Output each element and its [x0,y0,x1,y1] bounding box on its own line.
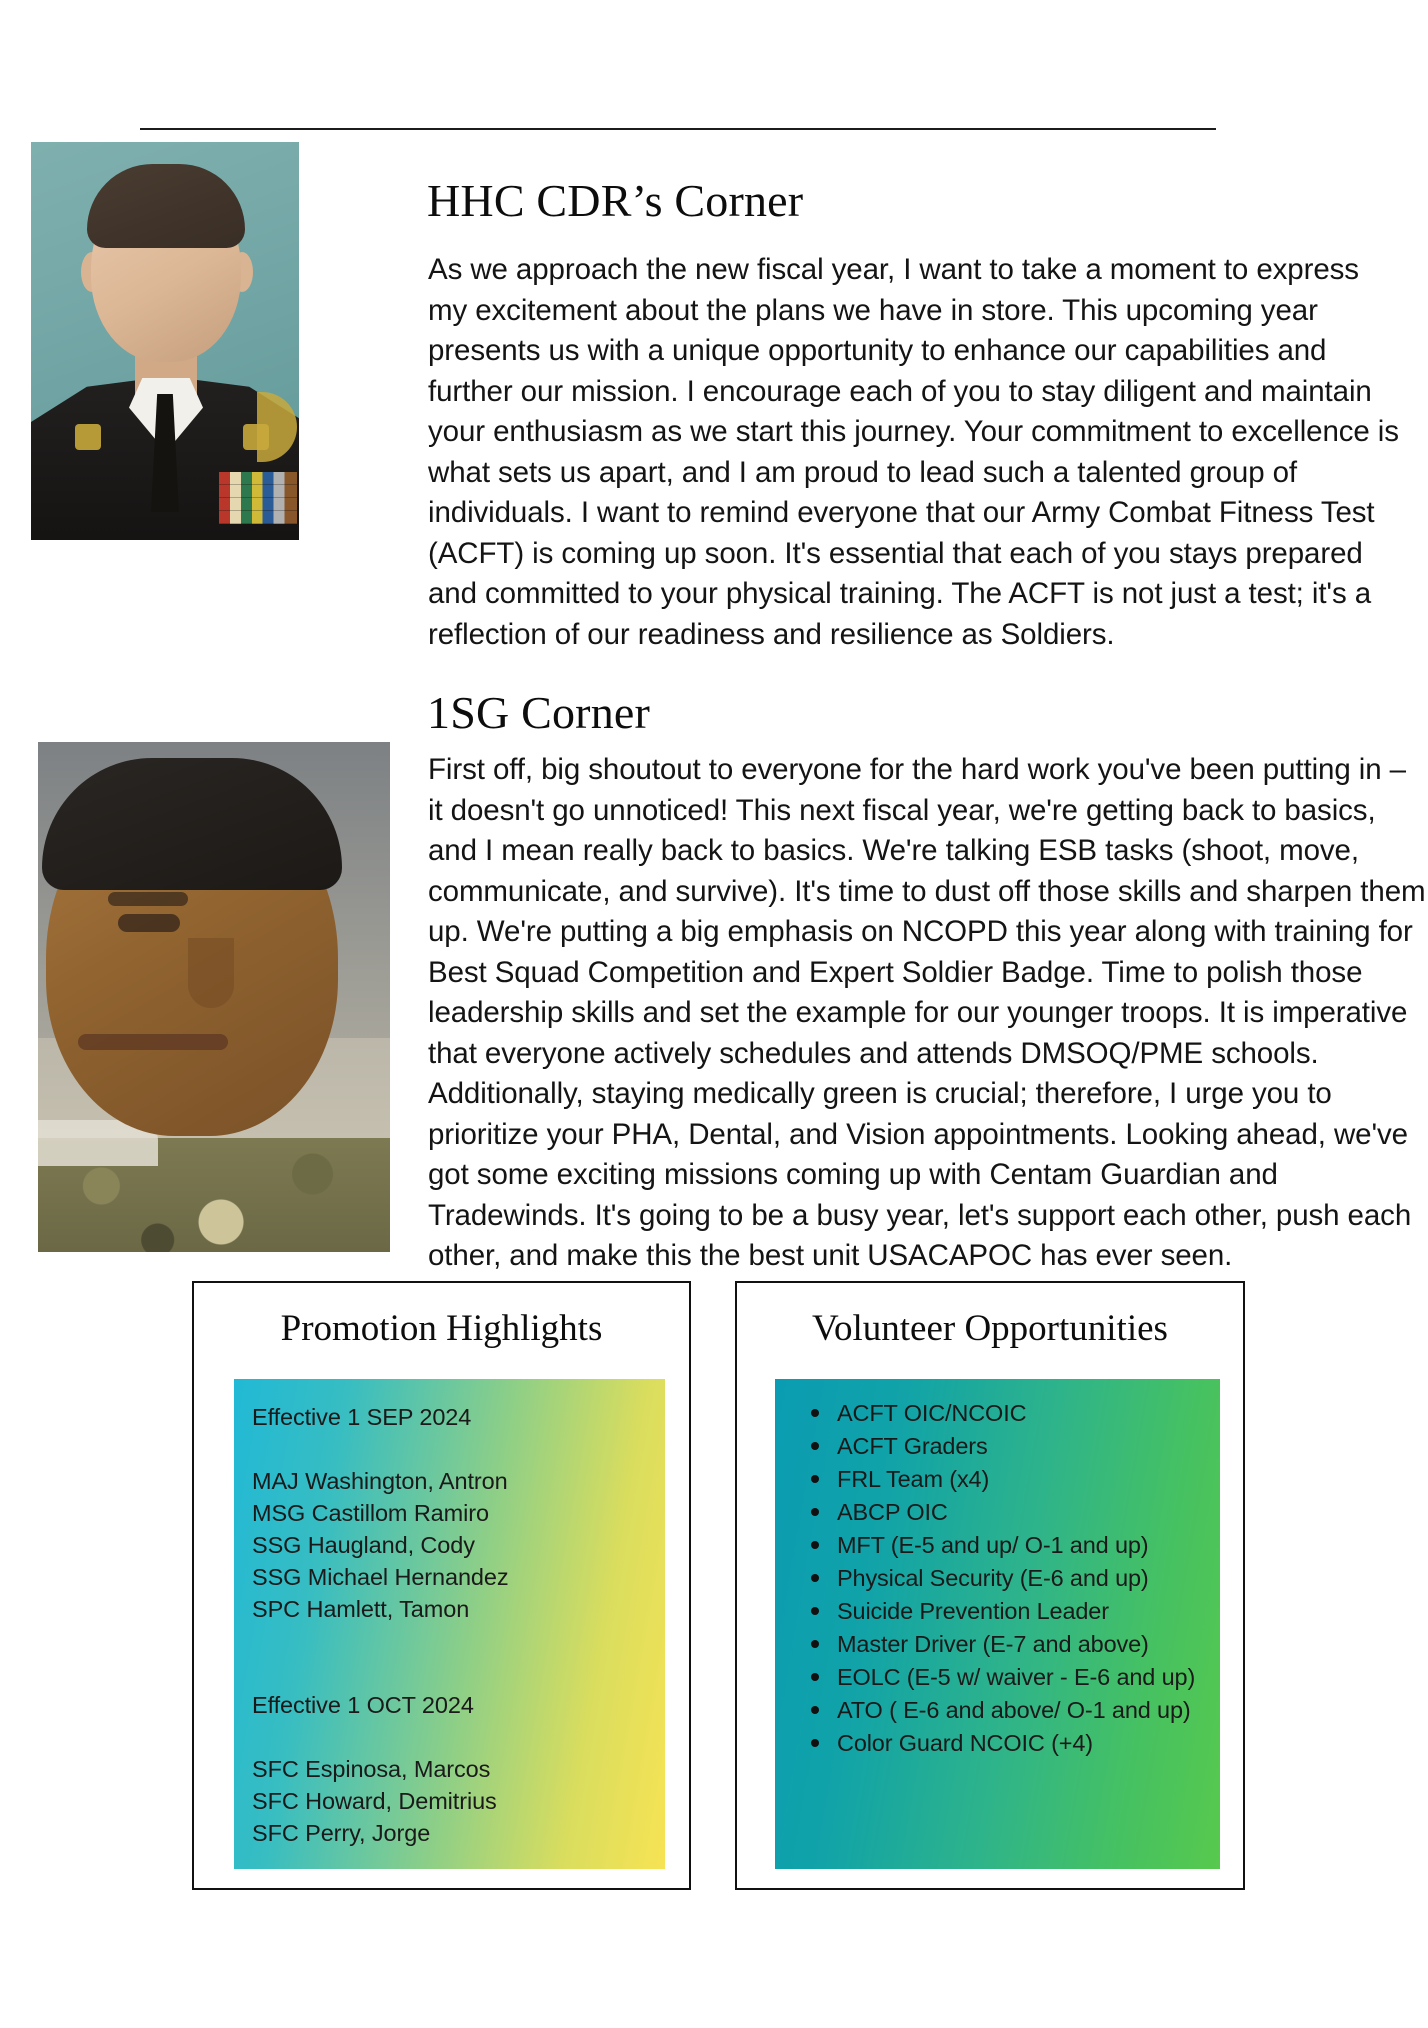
branch-insignia-left [75,424,101,450]
promotion-highlights-content [234,1379,665,1869]
list-item: Color Guard NCOIC (+4) [837,1727,1202,1759]
promotion-highlights-title: Promotion Highlights [280,1308,603,1349]
cdr-section-heading: HHC CDR’s Corner [427,175,804,226]
promotion-name: SFC Perry, Jorge [252,1820,431,1846]
promotion-effective-date: Effective 1 OCT 2024 [252,1692,474,1718]
list-item: ABCP OIC [837,1496,1202,1528]
promotion-highlights-panel [192,1281,691,1890]
volunteer-opportunities-panel [735,1281,1245,1890]
volunteer-opportunities-title: Volunteer Opportunities [812,1308,1168,1349]
list-item: Physical Security (E-6 and up) [837,1562,1202,1594]
promotion-name: SPC Hamlett, Tamon [252,1596,470,1622]
promotion-name: SFC Howard, Demitrius [252,1788,497,1814]
list-item: Master Driver (E-7 and above) [837,1628,1202,1660]
promotion-name: SSG Michael Hernandez [252,1564,509,1590]
eyebrow [108,892,188,906]
list-item: ACFT OIC/NCOIC [837,1397,1202,1429]
spacer [252,1721,665,1753]
promotion-name: SFC Espinosa, Marcos [252,1756,491,1782]
list-item: MFT (E-5 and up/ O-1 and up) [837,1529,1202,1561]
isg-section-body: First off, big shoutout to everyone for the hard work you've been putting in – it doesn't go unnoticed! This next fiscal year, we're getting back to basics, and I mean really back to basics. We're talking ESB tasks (shoot, move, communicate, and survive). It's time to dust off those skills and sharpen them up. We're putting a big emphasis on NCOPD this year along with training for Best Squad Competition and Expert Soldier Badge. Time to polish those leadership skills and set the example for our younger troops. It is imperative that everyone actively schedules and attends DMSOQ/PME schools. Additionally, staying medically green is crucial; therefore, I urge you to prioritize your PHA, Dental, and Vision appointments. Looking ahead, we've got some exciting missions coming up with Centam Guardian and Tradewinds. It's going to be a busy year, let's support each other, push each other, and make this the best unit USACAPOC has ever seen. [428,753,1426,1272]
cdr-section-body: As we approach the new fiscal year, I want to take a moment to express my excitement about the plans we have in store. This upcoming year presents us with a unique opportunity to enhance our capabilities and further our mission. I encourage each of you to stay diligent and maintain your enthusiasm as we start this journey. Your commitment to excellence is what sets us apart, and I am proud to lead such a talented group of individuals. I want to remind everyone that our Army Combat Fitness Test (ACFT) is coming up soon. It's essential that each of you stays prepared and committed to your physical training. The ACFT is not just a test; it's a reflection of our readiness and resilience as Soldiers. [428,253,1399,651]
spacer [252,1625,665,1689]
cdr-portrait-photo [31,142,299,540]
nose [188,938,234,1008]
volunteer-opportunities-content [775,1379,1220,1869]
isg-portrait-photo [38,742,390,1252]
list-item: FRL Team (x4) [837,1463,1202,1495]
list-item: Suicide Prevention Leader [837,1595,1202,1627]
list-item: EOLC (E-5 w/ waiver - E-6 and up) [837,1661,1202,1693]
isg-section-heading: 1SG Corner [427,687,651,738]
spacer [252,1433,665,1465]
ribbon-rack-rows [219,472,297,524]
list-item: ACFT Graders [837,1430,1202,1462]
volunteer-opportunity-list [775,1397,1220,1759]
promotion-effective-date: Effective 1 SEP 2024 [252,1404,472,1430]
promotion-name: MAJ Washington, Antron [252,1468,508,1494]
promotion-name: SSG Haugland, Cody [252,1532,475,1558]
list-item: ATO ( E-6 and above/ O-1 and up) [837,1694,1202,1726]
eye [118,914,180,932]
promotion-name: MSG Castillom Ramiro [252,1500,489,1526]
header-divider [140,128,1216,130]
mouth [78,1034,228,1050]
